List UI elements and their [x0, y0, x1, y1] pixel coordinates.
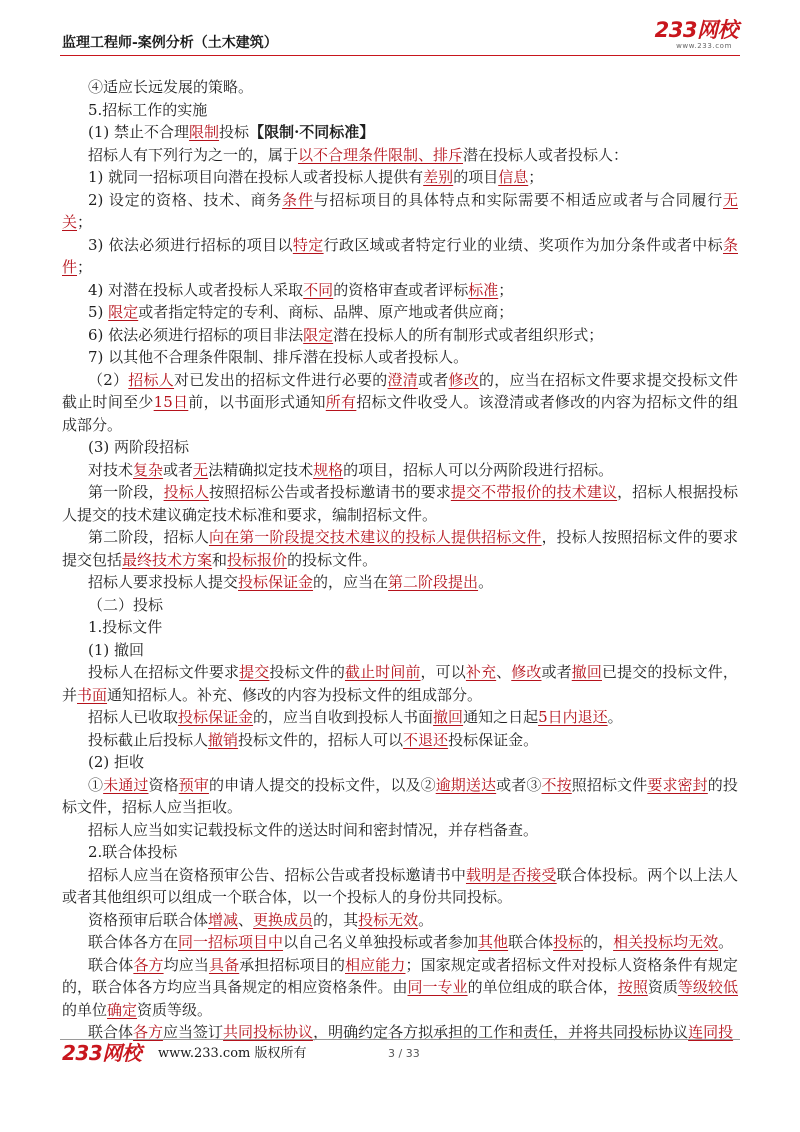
key-term: 第二阶段提出	[388, 573, 479, 591]
text-run: 法精确拟定技术	[208, 460, 314, 479]
text-run: ，招标人根据投标人提交的技术建议确定技术标准和要求，编制招标文件。	[62, 483, 738, 524]
text-run: 应当签订	[163, 1023, 224, 1041]
paragraph	[62, 751, 738, 774]
text-run: 6) 依法必须进行招标的项目非法	[88, 325, 304, 344]
text-run: 联合体投标。两个以上法人或者其他组织可以组成一个联合体，以一个投标人的身份共同投标。	[62, 865, 738, 906]
copyright-text: www.233.com 版权所有	[158, 1046, 307, 1061]
text-run: 或者③	[496, 775, 542, 794]
text-run: 资质	[647, 978, 678, 996]
text-run: 、	[238, 910, 254, 929]
key-term: 投标保证金	[178, 708, 254, 726]
text-run: 的，应当在招标文件要求提交投标文件截止时间至少	[62, 370, 738, 411]
text-run: 第一阶段，	[88, 483, 164, 501]
text-run: 照招标文件	[571, 775, 648, 794]
key-term: 特定	[292, 235, 324, 254]
text-run: (2) 拒收	[88, 753, 145, 771]
text-run: ；	[498, 280, 514, 299]
key-term: 增减	[208, 910, 239, 929]
paragraph	[62, 706, 738, 729]
key-term: 15日	[153, 393, 189, 411]
key-term: 投标	[553, 933, 584, 951]
text-run: 7) 以其他不合理条件限制、排斥潜在投标人或者投标人。	[88, 348, 469, 366]
text-run: 5)	[88, 303, 109, 321]
text-run: 3) 依法必须进行招标的项目以	[88, 235, 293, 254]
document-body	[62, 76, 738, 1041]
text-run: 或者	[418, 370, 449, 389]
text-run: （二）投标	[88, 595, 164, 614]
paragraph	[62, 279, 738, 302]
text-run: 招标人要求投标人提交	[88, 573, 239, 591]
key-term: 不同	[303, 280, 334, 299]
key-term: 逾期送达	[435, 775, 497, 794]
key-term: 修改	[511, 663, 542, 681]
key-term: 限定	[108, 303, 139, 321]
key-term: 撤回	[433, 708, 464, 726]
key-term: 具备	[208, 955, 240, 974]
footer-divider	[60, 1039, 740, 1040]
paragraph	[62, 99, 738, 122]
paragraph	[62, 571, 738, 594]
text-run: 承担招标项目的	[239, 955, 346, 974]
key-term: 不退还	[403, 730, 449, 749]
key-term: 提交不带报价的技术建议	[450, 483, 618, 501]
key-term: 限定	[303, 325, 334, 344]
key-term: 投标保证金	[238, 573, 314, 591]
paragraph	[62, 616, 738, 639]
text-run: 按照招标公告或者投标邀请书的要求	[208, 483, 451, 501]
text-run: 通知之日起	[463, 708, 539, 726]
paragraph	[62, 864, 738, 909]
paragraph	[62, 459, 738, 482]
text-run: 前，以书面形式通知	[188, 393, 326, 411]
text-run: 联合体	[88, 955, 134, 974]
key-term: 连同投	[688, 1023, 734, 1041]
paragraph	[62, 909, 738, 932]
text-run: 2.联合体投标	[88, 843, 178, 861]
key-term: 截止时间前	[344, 663, 421, 681]
key-term: 无	[193, 460, 209, 479]
text-run: 的单位组成的联合体，	[467, 978, 618, 996]
key-term: 条件	[282, 190, 314, 209]
key-term: 澄清	[387, 370, 419, 389]
key-term: 最终技术方案	[122, 550, 213, 569]
paragraph	[62, 324, 738, 347]
text-run: 招标人应当在资格预审公告、招标公告或者投标邀请书中	[88, 865, 466, 884]
text-run: 资格	[148, 775, 179, 794]
header-divider	[60, 55, 740, 56]
text-run: 对已发出的招标文件进行必要的	[174, 370, 388, 389]
page-number: 3 / 33	[388, 1047, 420, 1060]
text-run: 潜在投标人的所有制形式或者组织形式；	[333, 325, 604, 344]
text-run: 投标保证金。	[448, 730, 539, 749]
text-run: （2）	[88, 370, 129, 389]
paragraph	[62, 166, 738, 189]
paragraph	[62, 234, 738, 279]
key-term: 标准	[468, 280, 499, 299]
text-run: 。	[418, 910, 434, 929]
text-run: 的，其	[313, 910, 359, 929]
key-term: 等级较低	[677, 978, 738, 996]
text-run: 投标	[219, 123, 250, 141]
key-term: 所有	[325, 393, 357, 411]
text-run: (1) 撤回	[88, 640, 145, 659]
text-run: 或者	[163, 460, 194, 479]
key-term: 撤销	[208, 730, 239, 749]
key-term: 共同投标协议	[223, 1023, 314, 1041]
text-run: 均应当	[163, 955, 209, 974]
paragraph	[62, 594, 738, 617]
text-run: ；国家规定或者招标文件对投标人资格条件有规定的，联合体各方均应当具备规定的相应资格条件。由	[62, 955, 738, 996]
brand-logo	[642, 18, 738, 51]
key-term: 补充	[465, 663, 497, 681]
text-run: 。	[607, 708, 623, 726]
text-run: 的项目	[453, 168, 499, 186]
paragraph	[62, 346, 738, 369]
key-term: 规格	[313, 460, 344, 479]
key-term: 投标人	[163, 483, 209, 501]
paragraph	[62, 841, 738, 864]
key-term: 限制	[189, 123, 220, 141]
paragraph	[62, 301, 738, 324]
key-term: 不按	[541, 775, 572, 794]
text-run: 资质等级。	[137, 1000, 213, 1019]
text-run: 的，应当在	[313, 573, 389, 591]
paragraph	[62, 526, 738, 571]
text-run: 或者	[541, 663, 572, 681]
text-run: 的项目，招标人可以分两阶段进行招标。	[343, 460, 614, 479]
text-run: 投标文件的	[269, 663, 345, 681]
key-term: 按照	[617, 978, 648, 996]
paragraph	[62, 189, 738, 234]
key-term: 5日内退还	[538, 708, 608, 726]
text-run: 资格预审后联合体	[88, 910, 209, 929]
text-run: 的申请人提交的投标文件，以及②	[208, 775, 436, 794]
text-run: ；	[77, 213, 93, 231]
text-run: ，投标人按照招标文件的要求提交包括	[62, 528, 738, 569]
key-term: 信息	[498, 168, 529, 186]
key-term: 向在第一阶段提交技术建议的投标人提供招标文件	[208, 528, 542, 546]
paragraph	[62, 121, 738, 144]
text-run: 招标人已收取	[88, 708, 179, 726]
text-run: 的投标文件，招标人应当拒收。	[62, 775, 738, 816]
key-term: 载明是否接受	[465, 865, 557, 884]
key-term: 复杂	[133, 460, 164, 479]
paragraph	[62, 819, 738, 842]
paragraph	[62, 76, 738, 99]
key-term: 差别	[423, 168, 454, 186]
text-run: 。	[718, 933, 734, 951]
text-run: 潜在投标人或者投标人：	[463, 145, 629, 164]
text-run: 行政区域或者特定行业的业绩、奖项作为加分条件或者中标	[323, 235, 723, 254]
key-term: 条件	[62, 235, 738, 276]
text-run: 通知招标人。补充、修改的内容为投标文件的组成部分。	[107, 685, 483, 704]
text-run: 或者指定特定的专利、商标、品牌、原产地或者供应商；	[138, 303, 514, 321]
text-run: 投标截止后投标人	[88, 730, 209, 749]
paragraph	[62, 369, 738, 437]
text-run: 和	[212, 550, 228, 569]
text-run: 的，	[583, 933, 614, 951]
key-term: 相关投标均无效	[613, 933, 719, 951]
key-term: 相应能力	[345, 955, 406, 974]
text-run: ，明确约定各方拟承担的工作和责任，并将共同投标协议	[313, 1023, 689, 1041]
text-run: 对技术	[88, 460, 134, 479]
text-run: 与招标项目的具体特点和实际需要不相适应或者与合同履行	[313, 190, 723, 209]
paragraph	[62, 774, 738, 819]
text-run: ；	[528, 168, 544, 186]
key-term: 无关	[62, 190, 738, 231]
paragraph	[62, 954, 738, 1022]
key-term: 其他	[478, 933, 509, 951]
text-run: 第二阶段，招标人	[88, 528, 209, 546]
footer-logo: 233网校	[62, 1041, 142, 1065]
paragraph	[62, 1021, 738, 1044]
brand-logo-text: 233网校	[654, 18, 738, 42]
key-term: 要求密封	[647, 775, 708, 794]
key-term: 书面	[77, 685, 108, 704]
text-run: 的单位	[62, 1000, 108, 1019]
text-run: 已提交的投标文件，并	[62, 663, 738, 704]
text-run: (1) 禁止不合理	[88, 123, 190, 141]
text-run: 的，应当自收到投标人书面	[253, 708, 434, 726]
paragraph	[62, 436, 738, 459]
paragraph	[62, 931, 738, 954]
text-run: 投标文件的，招标人可以	[238, 730, 404, 749]
key-term: 同一专业	[407, 978, 468, 996]
key-term: 撤回	[571, 663, 602, 681]
text-run: 4) 对潜在投标人或者投标人采取	[88, 280, 304, 299]
key-term: 投标无效	[358, 910, 419, 929]
text-run: 2) 设定的资格、技术、商务	[88, 190, 283, 209]
text-run: 联合体	[88, 1023, 134, 1041]
text-run: 5.招标工作的实施	[88, 100, 208, 119]
key-term: 各方	[133, 1023, 164, 1041]
bold-text: 【限制·不同标准】	[249, 123, 375, 141]
paragraph	[62, 144, 738, 167]
text-run: 联合体各方在	[88, 933, 179, 951]
paragraph	[62, 481, 738, 526]
text-run: 招标文件收受人。该澄清或者修改的内容为招标文件的组成部分。	[62, 393, 738, 434]
paragraph	[62, 661, 738, 706]
text-run: ①	[88, 775, 104, 794]
text-run: ，可以	[420, 663, 466, 681]
text-run: 投标人在招标文件要求	[88, 663, 240, 681]
text-run: 1) 就同一招标项目向潜在投标人或者投标人提供有	[88, 168, 424, 186]
text-run: 。	[478, 573, 494, 591]
key-term: 以不合理条件限制、排斥	[298, 145, 464, 164]
document-title: 监理工程师-案例分析（土木建筑）	[62, 35, 278, 51]
key-term: 未通过	[103, 775, 149, 794]
brand-logo-url: www.233.com	[676, 42, 732, 50]
text-run: 联合体	[508, 933, 554, 951]
text-run: 招标人应当如实记载投标文件的送达时间和密封情况，并存档备查。	[88, 820, 539, 839]
key-term: 同一招标项目中	[178, 933, 284, 951]
key-term: 确定	[107, 1000, 138, 1019]
key-term: 预审	[178, 775, 209, 794]
key-term: 招标人	[128, 370, 175, 389]
key-term: 投标报价	[227, 550, 288, 569]
text-run: 招标人有下列行为之一的，属于	[88, 145, 299, 164]
text-run: ；	[77, 258, 93, 276]
text-run: 的资格审查或者评标	[333, 280, 469, 299]
key-term: 各方	[133, 955, 164, 974]
key-term: 提交	[239, 663, 270, 681]
key-term: 修改	[448, 370, 480, 389]
text-run: 以自己名义单独投标或者参加	[283, 933, 479, 951]
text-run: (3) 两阶段招标	[88, 438, 190, 456]
text-run: 的投标文件。	[287, 550, 378, 569]
text-run: ④适应长远发展的策略。	[88, 78, 254, 96]
paragraph	[62, 639, 738, 662]
text-run: 、	[496, 663, 512, 681]
key-term: 更换成员	[253, 910, 314, 929]
text-run: 1.投标文件	[88, 618, 163, 636]
paragraph	[62, 729, 738, 752]
